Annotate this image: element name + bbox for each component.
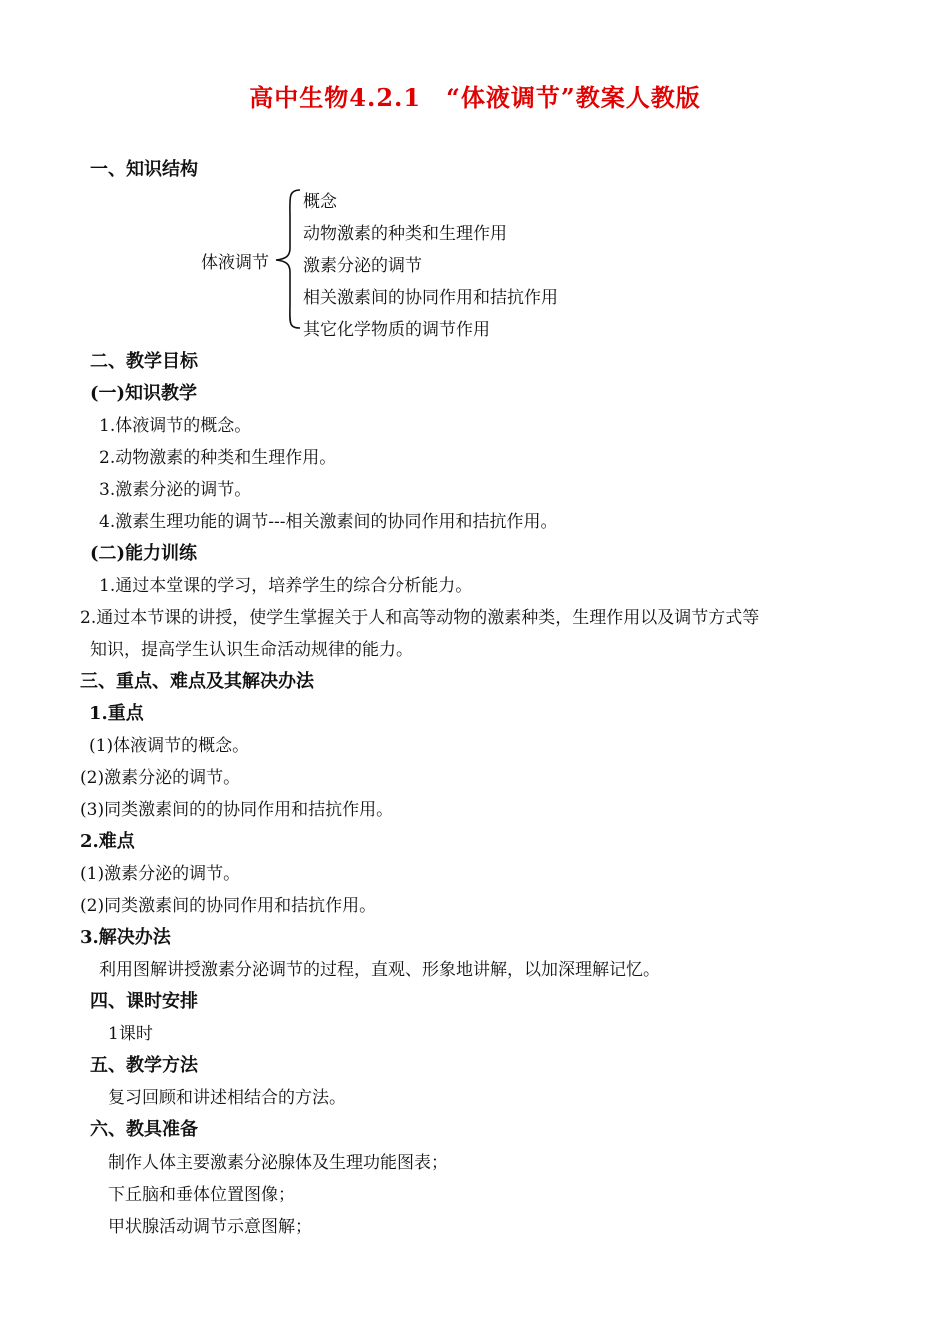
list-item: (3)同类激素间的的协同作用和拮抗作用。	[80, 800, 394, 820]
curly-brace-icon	[270, 188, 304, 330]
paragraph: 1课时	[108, 1024, 153, 1044]
list-item: 1.体液调节的概念。	[99, 416, 252, 436]
document-title: 高中生物4.2.1 “体液调节”教案人教版	[249, 83, 701, 112]
section-heading-knowledge-structure: 一、知识结构	[90, 159, 198, 180]
section-heading-schedule: 四、课时安排	[90, 991, 198, 1012]
paragraph: 利用图解讲授激素分泌调节的过程，直观、形象地讲解，以加深理解记忆。	[99, 960, 660, 980]
structure-root-label: 体液调节	[201, 253, 269, 273]
list-item: 3.激素分泌的调节。	[99, 480, 252, 500]
section-heading-methods: 五、教学方法	[90, 1055, 198, 1076]
list-item: 1.通过本堂课的学习，培养学生的综合分析能力。	[99, 576, 473, 596]
subheading-knowledge-teaching: (一)知识教学	[90, 383, 198, 404]
section-heading-materials: 六、教具准备	[90, 1119, 198, 1140]
list-item: 2.动物激素的种类和生理作用。	[99, 448, 337, 468]
list-item: (1)体液调节的概念。	[89, 736, 250, 756]
structure-branch: 概念	[303, 192, 337, 212]
list-item: (2)同类激素间的协同作用和拮抗作用。	[80, 896, 377, 916]
list-item: 4.激素生理功能的调节---相关激素间的协同作用和拮抗作用。	[99, 512, 558, 532]
structure-branch: 相关激素间的协同作用和拮抗作用	[303, 288, 558, 308]
paragraph: 复习回顾和讲述相结合的方法。	[108, 1088, 346, 1108]
structure-branch: 动物激素的种类和生理作用	[303, 224, 507, 244]
list-item: 2.通过本节课的讲授，使学生掌握关于人和高等动物的激素种类，生理作用以及调节方式等	[80, 608, 760, 628]
structure-branch: 激素分泌的调节	[303, 256, 422, 276]
structure-branch: 其它化学物质的调节作用	[303, 320, 490, 340]
subheading-key-point: 1.重点	[89, 703, 144, 724]
section-heading-key-points: 三、重点、难点及其解决办法	[80, 671, 314, 692]
list-item: 制作人体主要激素分泌腺体及生理功能图表；	[108, 1153, 448, 1173]
list-item: (2)激素分泌的调节。	[80, 768, 241, 788]
list-item-continuation: 知识，提高学生认识生命活动规律的能力。	[90, 640, 413, 660]
subheading-difficulty: 2.难点	[80, 831, 135, 852]
subheading-ability-training: (二)能力训练	[90, 543, 198, 564]
section-heading-teaching-goals: 二、教学目标	[90, 351, 198, 372]
list-item: 甲状腺活动调节示意图解；	[108, 1217, 312, 1237]
list-item: 下丘脑和垂体位置图像；	[108, 1185, 295, 1205]
list-item: (1)激素分泌的调节。	[80, 864, 241, 884]
subheading-solution: 3.解决办法	[80, 927, 171, 948]
